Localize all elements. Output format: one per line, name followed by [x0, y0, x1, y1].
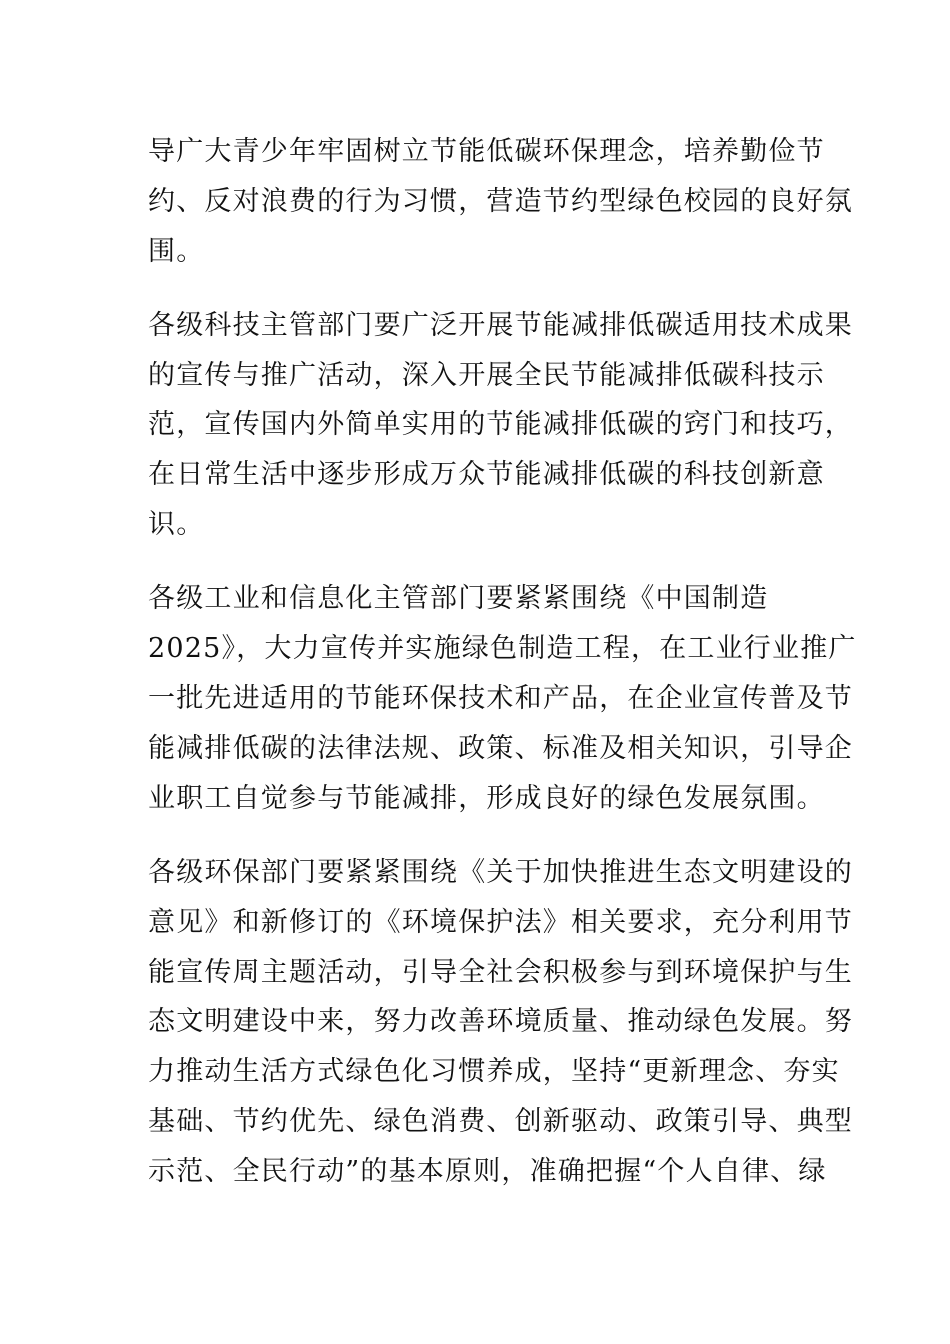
paragraph-4-line-4: 态文明建设中来，努力改善环境质量、推动绿色发展。努 [148, 1006, 853, 1037]
paragraph-4-line-6: 基础、节约优先、绿色消费、创新驱动、政策引导、典型 [148, 1106, 853, 1137]
paragraph-4-line-3: 能宣传周主题活动，引导全社会积极参与到环境保护与生 [148, 957, 853, 988]
paragraph-3-line-5: 业职工自觉参与节能减排，形成良好的绿色发展氛围。 [148, 783, 825, 814]
paragraph-4-line-5: 力推动生活方式绿色化习惯养成，坚持“更新理念、夯实 [148, 1056, 840, 1087]
paragraph-4-line-7: 示范、全民行动”的基本原则，准确把握“个人自律、绿 [148, 1156, 827, 1187]
paragraph-4-line-2: 意见》和新修订的《环境保护法》相关要求，充分利用节 [148, 907, 853, 938]
paragraph-1-line-3: 围。 [148, 236, 205, 267]
paragraph-3-line-4: 能减排低碳的法律法规、政策、标准及相关知识，引导企 [148, 733, 853, 764]
paragraph-2-line-2: 的宣传与推广活动，深入开展全民节能减排低碳科技示 [148, 360, 825, 391]
paragraph-4-line-1: 各级环保部门要紧紧围绕《关于加快推进生态文明建设的 [148, 857, 853, 888]
paragraph-3-line-1: 各级工业和信息化主管部门要紧紧围绕《中国制造 [148, 583, 769, 614]
paragraph-2-line-5: 识。 [148, 509, 205, 540]
paragraph-1-line-2: 约、反对浪费的行为习惯，营造节约型绿色校园的良好氛 [148, 186, 853, 217]
paragraph-2-line-3: 范，宣传国内外简单实用的节能减排低碳的窍门和技巧， [148, 409, 853, 440]
paragraph-2-line-4: 在日常生活中逐步形成万众节能减排低碳的科技创新意 [148, 459, 825, 490]
paragraph-3-line-2: 2025》，大力宣传并实施绿色制造工程，在工业行业推广 [148, 633, 857, 664]
paragraph-2-line-1: 各级科技主管部门要广泛开展节能减排低碳适用技术成果 [148, 310, 853, 341]
paragraph-1-line-1: 导广大青少年牢固树立节能低碳环保理念，培养勤俭节 [148, 136, 825, 167]
paragraph-3-line-3: 一批先进适用的节能环保技术和产品，在企业宣传普及节 [148, 683, 853, 714]
